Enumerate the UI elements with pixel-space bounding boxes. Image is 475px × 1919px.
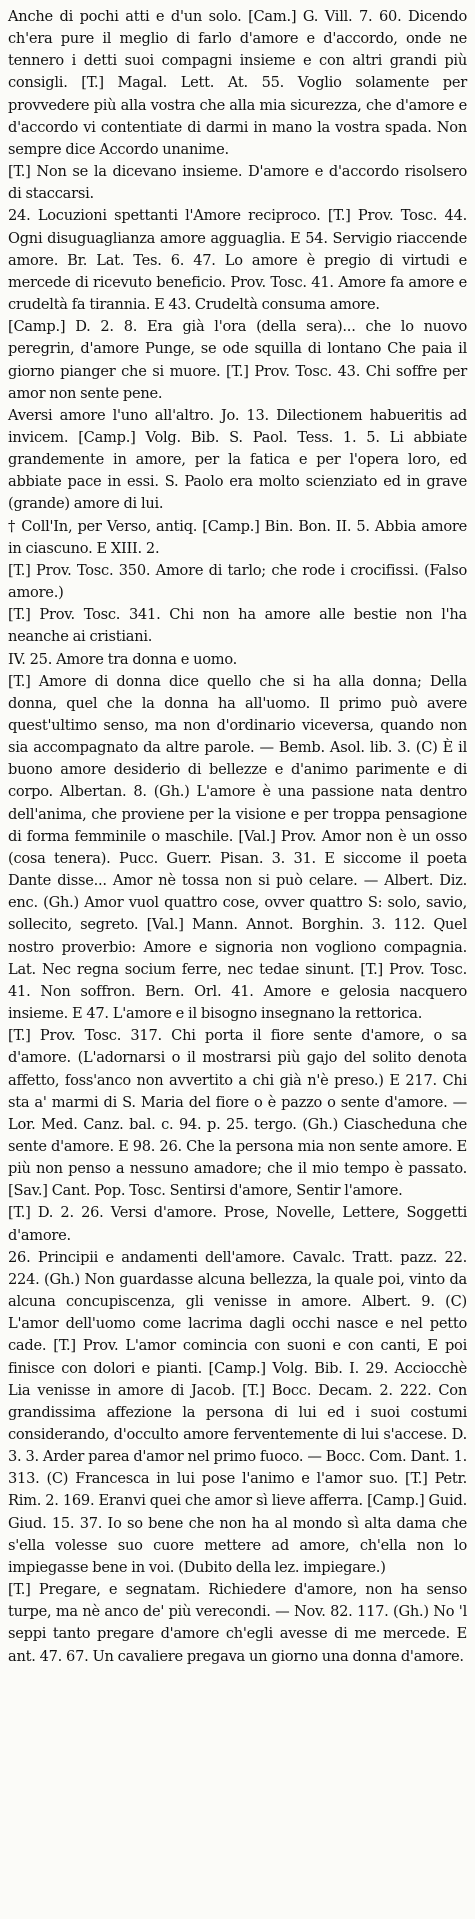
entry-paragraph: [T.] Amore di donna dice quello che si ha alla donna; Della donna, quel che la donna ha all'uomo. Il primo può avere quest'ultimo senso, ma non d'ordinario viceversa, quando non sia accompagnato da altre parole. — Bemb. Asol. lib. 3. (C) È il buono amore desiderio di bellezze e d'animo parimente e di corpo. Albertan. 8. (Gh.) L'amore è una passione nata dentro dell'anima, che proviene per la visione e per troppa pensagione di forma femminile o maschile. [Val.] Prov. Amor non è un osso (cosa tenera). Pucc. Guerr. Pisan. 3. 31. E siccome il poeta Dante disse... Amor nè tossa non si può celare. — Albert. Diz. enc. (Gh.) Amor vuol quattro cose, ovver quattro S: solo, savio, sollecito, segreto. [Val.] Mann. Annot. Borghin. 3. 112. Quel nostro proverbio: Amore e signoria non vogliono compagnia. Lat. Nec regna socium ferre, nec tedae sinunt. [T.] Prov. Tosc. 41. Non soffron. Bern. Orl. 41. Amore e gelosia nacquero insieme. E 47. L'amore e il bisogno insegnano la rettorica. — [8, 672, 467, 1023]
entry-paragraph: Aversi amore l'uno all'altro. Jo. 13. Dilectionem habueritis ad invicem. [Camp.] Volg. Bib. S. Paol. Tess. 1. 5. Li abbiate grandemente in amore, per la fatica e per l'opera loro, ed abbiate pace in essi. S. Paolo era molto scienziato ed in grave (grande) amore di lui. — [8, 406, 467, 513]
entry-paragraph: Anche di pochi atti e d'un solo. [Cam.] G. Vill. 7. 60. Dicendo ch'era pure il meglio di farlo d'amore e d'accordo, onde ne tennero i detti suoi compagni insieme e con altri grandi più consigli. [T.] Magal. Lett. At. 55. Voglio solamente per provvedere più alla vostra che alla mia sicurezza, che d'amore e d'accordo vi contentiate di darmi in mano la vostra spada. Non sempre dice Accordo unanime. — [8, 8, 467, 158]
entry-paragraph: [T.] Pregare, e segnatam. Richiedere d'amore, non ha senso turpe, ma nè anco de' più verecondi. — Nov. 82. 117. (Gh.) No 'l seppi tanto pregare d'amore ch'egli avesse di me mercede. E ant. 47. 67. Un cavaliere pregava un giorno una donna d'amore. — [8, 1581, 467, 1665]
entry-paragraph: 26. Principii e andamenti dell'amore. Cavalc. Tratt. pazz. 22. 224. (Gh.) Non guardasse alcuna bellezza, la quale poi, vinto da alcuna concupiscenza, gli venisse in amore. Albert. 9. (C) L'amor dell'uomo come lacrima dagli occhi nasce e nel petto cade. [T.] Prov. L'amor comincia con suoni e con canti, E poi finisce con dolori e pianti. [Camp.] Volg. Bib. I. 29. Acciocchè Lia venisse in amore di Jacob. [T.] Bocc. Decam. 2. 222. Con grandissima affezione la persona di lui ed i suoi costumi considerando, d'occulto amore ferventemente di lui s'accese. D. 3. 3. Arder parea d'amor nel primo fuoco. — Bocc. Com. Dant. 1. 313. (C) Francesca in lui pose l'animo e l'amor suo. [T.] Petr. Rim. 2. 169. Eranvi quei che amor sì lieve afferra. [Camp.] Guid. Giud. 15. 37. Io so bene che non ha al mondo sì alta dama che s'ella volesse suo cuore mettere ad amore, ch'ella non lo impiegasse bene in voi. (Dubito della lez. impiegare.) — [8, 1248, 467, 1576]
section-heading: IV. 25. Amore tra donna e uomo. — [8, 650, 238, 668]
entry-paragraph: 24. Locuzioni spettanti l'Amore reciproco. [T.] Prov. Tosc. 44. Ogni disuguaglianza amore agguaglia. E 54. Servigio riaccende amore. Br. Lat. Tes. 6. 47. Lo amore è pregio di virtudi e mercede di ricevuto beneficio. Prov. Tosc. 41. Amore fa amore e crudeltà fa tirannia. E 43. Crudeltà consuma amore. — [8, 207, 467, 314]
entry-paragraph: [T.] Prov. Tosc. 317. Chi porta il fiore sente d'amore, o sa d'amore. (L'adornarsi o il mostrarsi più gajo del solito denota affetto, foss'anco non avvertito a chi già n'è preso.) E 217. Chi sta a' marmi di S. Maria del fiore o è pazzo o sente d'amore. — Lor. Med. Canz. bal. c. 94. p. 25. tergo. (Gh.) Ciascheduna che sente d'amore. E 98. 26. Che la persona mia non sente amore. E più non penso a nessuno amadore; che il mio tempo è passato. [Sav.] Cant. Pop. Tosc. Sentirsi d'amore, Sentir l'amore. — [8, 1027, 467, 1200]
dictionary-column — [8, 6, 467, 1668]
entry-paragraph: [T.] Prov. Tosc. 341. Chi non ha amore alle bestie non l'ha neanche ai cristiani. — [8, 606, 467, 646]
entry-paragraph: [Camp.] D. 2. 8. Era già l'ora (della sera)... che lo nuovo peregrin, d'amore Punge, se ode squilla di lontano Che paia il giorno pianger che si muore. [T.] Prov. Tosc. 43. Chi soffre per amor non sente pene. — [8, 318, 467, 402]
entry-paragraph: † Coll'In, per Verso, antiq. [Camp.] Bin. Bon. II. 5. Abbia amore in ciascuno. E XIII. 2. — [8, 517, 467, 557]
entry-paragraph: [T.] D. 2. 26. Versi d'amore. Prose, Novelle, Lettere, Soggetti d'amore. — [8, 1204, 467, 1244]
entry-paragraph: [T.] Non se la dicevano insieme. D'amore e d'accordo risolsero di staccarsi. — [8, 163, 467, 203]
entry-paragraph: [T.] Prov. Tosc. 350. Amore di tarlo; che rode i crocifissi. (Falso amore.) — [8, 561, 467, 602]
